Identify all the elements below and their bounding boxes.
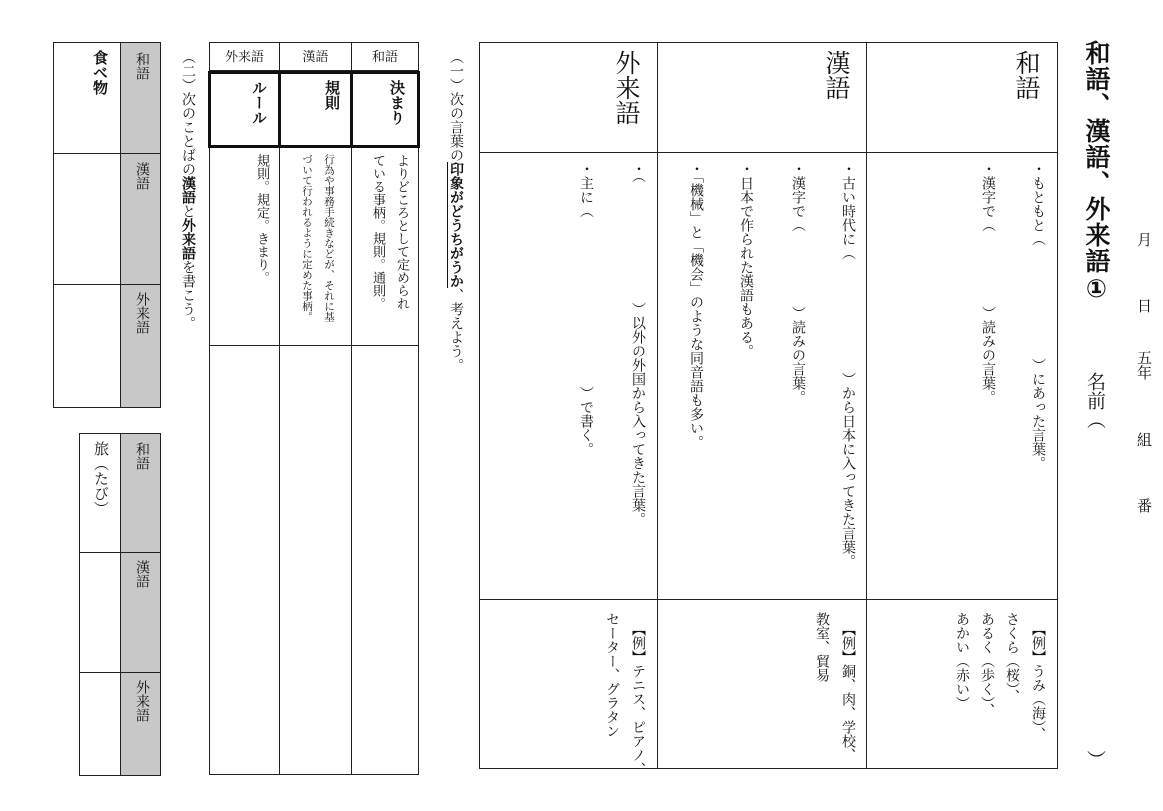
- wago-heading: 和語: [1012, 50, 1041, 100]
- kango-line1-b: ）から日本に入ってきた言葉。: [840, 372, 856, 568]
- wago-example-2: さくら（桜）、: [1004, 612, 1020, 703]
- q1-text-post: 、考えよう。: [448, 288, 464, 372]
- gairaigo-line1-b: ）以外の外国から入ってきた言葉。: [630, 302, 646, 526]
- wago-line1-b: ）にあった言葉。: [1030, 358, 1046, 470]
- q1-meaning-ruru: 規則。規定。きまり。: [254, 154, 269, 284]
- kango-heading: 漢語: [822, 50, 851, 100]
- kango-line2-a: ・漢字で（: [790, 162, 806, 232]
- wago-example-1: 【例】うみ（海）、: [1030, 622, 1046, 741]
- q1-head-wago: 和語: [371, 50, 398, 65]
- q1-word-ruru: ルール: [250, 80, 268, 125]
- kango-line2-b: ）読みの言葉。: [790, 306, 806, 404]
- q1-word-kisoku: 規則: [323, 80, 341, 110]
- q2-travel-wago: 和語: [134, 442, 150, 470]
- kango-line1-a: ・古い時代に（: [840, 162, 856, 260]
- q1-instruction: [446, 50, 466, 372]
- q2-food-wago: 和語: [134, 52, 150, 80]
- q2-text-mid: と: [180, 204, 196, 218]
- q1-text-bold: 印象がどうちがうか: [448, 162, 464, 288]
- q2-text-bold1: 漢語: [180, 176, 196, 204]
- q1-head-kango: 漢語: [302, 50, 329, 65]
- q1-table: [209, 42, 419, 775]
- grade-label: 五年: [1135, 350, 1153, 380]
- q2-text-pre: （二）次のことばの: [180, 50, 196, 176]
- q1-meaning-kisoku-2: づいて行われるように定めた事柄。: [301, 154, 313, 322]
- q1-meaning-kimari-1: よりどころとして定められ: [394, 154, 409, 310]
- page-title: 和語、漢語、外来語①: [1082, 40, 1111, 304]
- q2-food-kango: 漢語: [134, 162, 150, 190]
- gairaigo-heading: 外来語: [612, 50, 641, 125]
- q2-instruction: [178, 50, 198, 330]
- gairaigo-line1-a: ・（: [630, 162, 646, 183]
- month-label: 月: [1135, 232, 1153, 247]
- gairaigo-line2-a: ・主に（: [578, 162, 594, 218]
- q2-text-bold2: 外来語: [180, 218, 196, 260]
- q2-word-travel: 旅（たび）: [92, 441, 110, 516]
- class-label: 組: [1135, 432, 1153, 447]
- gairaigo-example-2: セーター、グラタン: [604, 612, 620, 738]
- kango-example-2: 教室、貿易: [814, 612, 830, 682]
- name-close: ）: [1084, 750, 1106, 769]
- q2-travel-kango: 漢語: [134, 560, 150, 588]
- q1-head-gairaigo: 外来語: [224, 50, 264, 65]
- kango-example-1: 【例】銅、肉、学校、: [840, 622, 856, 762]
- q2-text-post: を書こう。: [180, 260, 196, 330]
- wago-line1-a: ・もともと（: [1030, 162, 1046, 246]
- kango-line4: ・「機械」と「機会」のような同音語も多い。: [688, 162, 704, 449]
- q1-meaning-kisoku-1: 行為や事務手続きなどが、それに基: [323, 154, 335, 322]
- wago-line2-a: ・漢字で（: [980, 162, 996, 232]
- gairaigo-example-1: 【例】テニス、ピアノ、: [630, 622, 646, 776]
- q2-word-food: 食べ物: [91, 50, 109, 95]
- number-label: 番: [1135, 498, 1153, 513]
- q2-travel-gairaigo: 外来語: [134, 680, 150, 722]
- wago-example-4: あかい（赤い）: [954, 612, 970, 710]
- wago-line2-b: ）読みの言葉。: [980, 306, 996, 404]
- wago-example-3: あるく（歩く）、: [979, 612, 995, 717]
- name-label: 名前（: [1084, 372, 1106, 429]
- kango-line3: ・日本で作られた漢語もある。: [738, 162, 754, 358]
- gairaigo-line2-b: ）で書く。: [578, 386, 594, 456]
- q1-word-kimari: 決まり: [388, 80, 406, 125]
- q2-food-gairaigo: 外来語: [134, 292, 150, 334]
- day-label: 日: [1135, 298, 1153, 313]
- q1-text-pre: （一）次の言葉の: [448, 50, 464, 162]
- q1-meaning-kimari-2: ている事柄。規則。通則。: [370, 154, 385, 310]
